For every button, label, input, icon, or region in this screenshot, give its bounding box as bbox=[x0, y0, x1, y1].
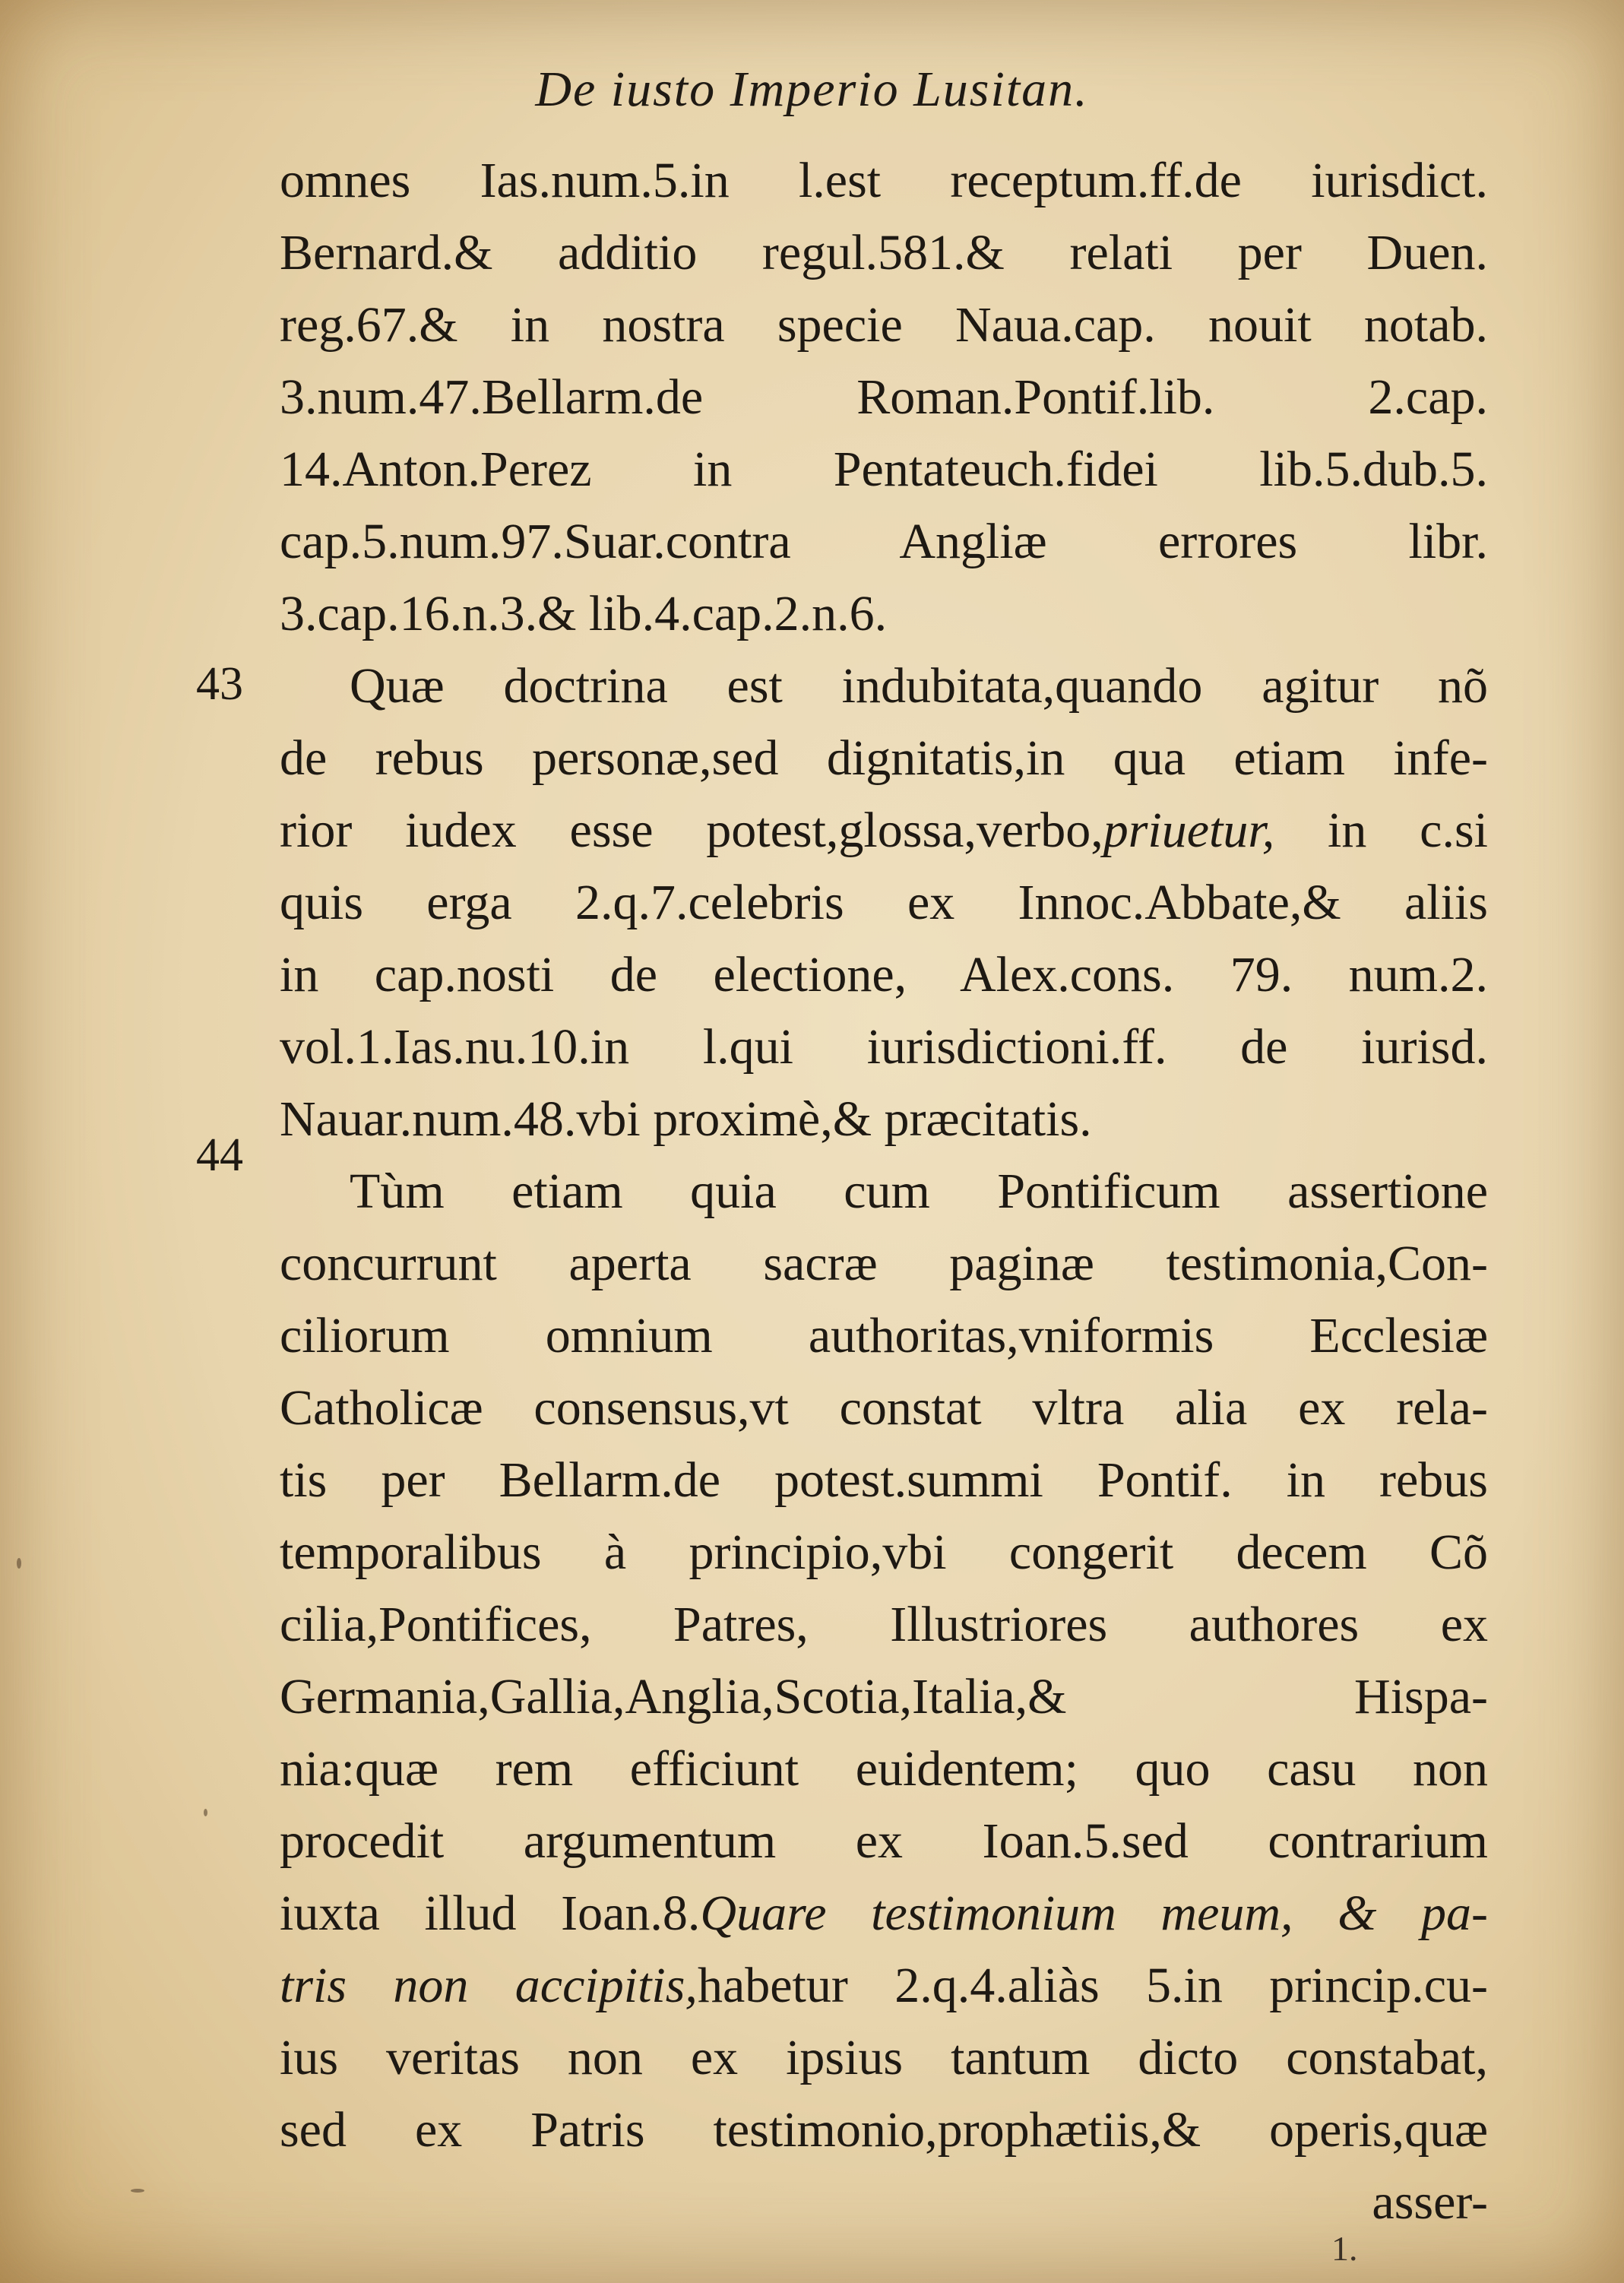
text-line: nia:quæ rem efficiunt euidentem; quo casu non bbox=[280, 1741, 1488, 1797]
text-segment: in c.si bbox=[1274, 803, 1489, 858]
text-line: Bernard.& additio regul.581.& relati per Duen. bbox=[280, 225, 1488, 280]
text-line: Nauar.num.48.vbi proximè,& præcitatis. bbox=[280, 1091, 1092, 1147]
text-line: omnes Ias.num.5.in l.est receptum.ff.de iurisdict. bbox=[280, 153, 1488, 208]
text-line: in cap.nosti de electione, Alex.cons. 79. num.2. bbox=[280, 947, 1488, 1002]
margin-number-43: 43 bbox=[196, 658, 243, 710]
text-line: 3.num.47.Bellarm.de Roman.Pontif.lib. 2.cap. bbox=[280, 369, 1488, 425]
text-line: concurrunt aperta sacræ paginæ testimonia,Con- bbox=[280, 1236, 1488, 1291]
text-line: 14.Anton.Perez in Pentateuch.fidei lib.5.dub.5. bbox=[280, 442, 1488, 497]
italic-term: priuetur, bbox=[1103, 803, 1275, 858]
paper-speck bbox=[131, 2189, 144, 2193]
paper-speck bbox=[204, 1809, 207, 1816]
italic-quote: Quare testimonium meum, & pa- bbox=[700, 1886, 1488, 1941]
italic-quote: tris non accipitis, bbox=[280, 1958, 698, 2013]
text-line: ius veritas non ex ipsius tantum dicto constabat, bbox=[280, 2030, 1488, 2085]
signature-mark: 1. bbox=[1331, 2229, 1358, 2268]
text-line: de rebus personæ,sed dignitatis,in qua etiam infe- bbox=[280, 730, 1488, 786]
text-line: tis per Bellarm.de potest.summi Pontif. in rebus bbox=[280, 1452, 1488, 1508]
text-line bbox=[280, 1877, 1488, 1949]
text-line: reg.67.& in nostra specie Naua.cap. nouit notab. bbox=[280, 297, 1488, 353]
text-line: Quæ doctrina est indubitata,quando agitur nõ bbox=[350, 658, 1488, 714]
running-head: De iusto Imperio Lusitan. bbox=[535, 62, 1089, 117]
text-line: Catholicæ consensus,vt constat vltra alia ex rela- bbox=[280, 1380, 1488, 1436]
text-line: quis erga 2.q.7.celebris ex Innoc.Abbate,& aliis bbox=[280, 875, 1488, 930]
text-line: temporalibus à principio,vbi congerit decem Cõ bbox=[280, 1525, 1488, 1580]
text-segment: rior iudex esse potest,glossa,verbo, bbox=[280, 803, 1103, 858]
text-line bbox=[280, 794, 1488, 866]
text-segment: iuxta illud Ioan.8. bbox=[280, 1886, 701, 1941]
text-line: ciliorum omnium authoritas,vniformis Ecclesiæ bbox=[280, 1308, 1488, 1363]
text-line: 3.cap.16.n.3.& lib.4.cap.2.n.6. bbox=[280, 586, 888, 641]
text-segment: habetur 2.q.4.aliàs 5.in princip.cu- bbox=[697, 1958, 1488, 2013]
text-line: Tùm etiam quia cum Pontificum assertione bbox=[350, 1164, 1488, 1219]
text-line bbox=[280, 1949, 1488, 2022]
text-line: cilia,Pontifices, Patres, Illustriores authores ex bbox=[280, 1597, 1488, 1652]
catchword: asser- bbox=[1372, 2174, 1488, 2230]
margin-number-44: 44 bbox=[196, 1129, 243, 1181]
paper-speck bbox=[17, 1558, 21, 1569]
text-line: vol.1.Ias.nu.10.in l.qui iurisdictioni.ff. de iurisd. bbox=[280, 1019, 1488, 1075]
text-line: procedit argumentum ex Ioan.5.sed contrarium bbox=[280, 1813, 1488, 1869]
body-text bbox=[280, 144, 1488, 2238]
text-line: cap.5.num.97.Suar.contra Angliæ errores libr. bbox=[280, 514, 1488, 569]
text-line: sed ex Patris testimonio,prophætiis,& operis,quæ bbox=[280, 2102, 1488, 2158]
text-line: Germania,Gallia,Anglia,Scotia,Italia,& Hispa- bbox=[280, 1669, 1488, 1724]
